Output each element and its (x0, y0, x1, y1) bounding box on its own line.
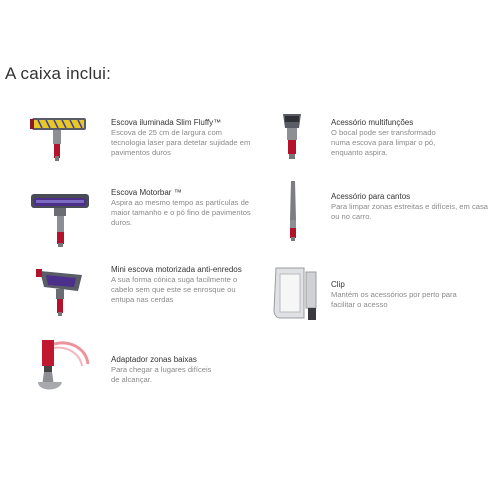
item-title: Acessório multifunções (331, 118, 414, 127)
item-desc-line: entupa nas cerdas (111, 295, 174, 304)
page-title: A caixa inclui: (5, 64, 111, 83)
item-desc-line: facilitar o acesso (331, 300, 388, 309)
item-desc-line: Mantém os acessórios por perto para (331, 290, 457, 299)
item-desc-line: maior tamanho e o pó fino de pavimentos (111, 208, 251, 217)
combination-tool-image (280, 112, 304, 160)
item-desc-line: Aspira ao mesmo tempo as partículas de (111, 198, 250, 207)
item-desc-line: cabelo sem que este se enrosque ou (111, 285, 236, 294)
slim-fluffy-brush-image (30, 110, 88, 162)
item-title: Clip (331, 280, 345, 289)
item-desc-line: Para limpar zonas estreitas e difíceis, em casa (331, 202, 489, 211)
item-desc-line: tecnologia laser para detetar sujidade em (111, 138, 251, 147)
item-desc-line: de alcançar. (111, 375, 152, 384)
item-desc-line: Escova de 25 cm de largura com (111, 128, 223, 137)
item-desc-line: numa escova para limpar o pó, (331, 138, 436, 147)
motorbar-brush-image (30, 186, 90, 248)
item-desc-line: A sua forma cónica suga facilmente o (111, 275, 238, 284)
item-desc-line: O bocal pode ser transformado (331, 128, 436, 137)
item-desc-line: pavimentos duros (111, 148, 171, 157)
item-title: Acessório para cantos (331, 192, 411, 201)
mini-motorhead-image (36, 265, 86, 317)
item-title: Adaptador zonas baixas (111, 355, 197, 364)
item-desc-line: Para chegar a lugares difíceis (111, 365, 212, 374)
item-title: Escova Motorbar ™ (111, 188, 182, 197)
item-desc-line: enquanto aspira. (331, 148, 388, 157)
item-desc-line: duros. (111, 218, 133, 227)
low-reach-adaptor-image (30, 336, 92, 396)
crevice-tool-image (284, 180, 302, 242)
item-desc-line: ou no carro. (331, 212, 372, 221)
item-title: Escova iluminada Slim Fluffy™ (111, 118, 222, 127)
clip-image (270, 262, 322, 324)
item-title: Mini escova motorizada anti-enredos (111, 265, 242, 274)
